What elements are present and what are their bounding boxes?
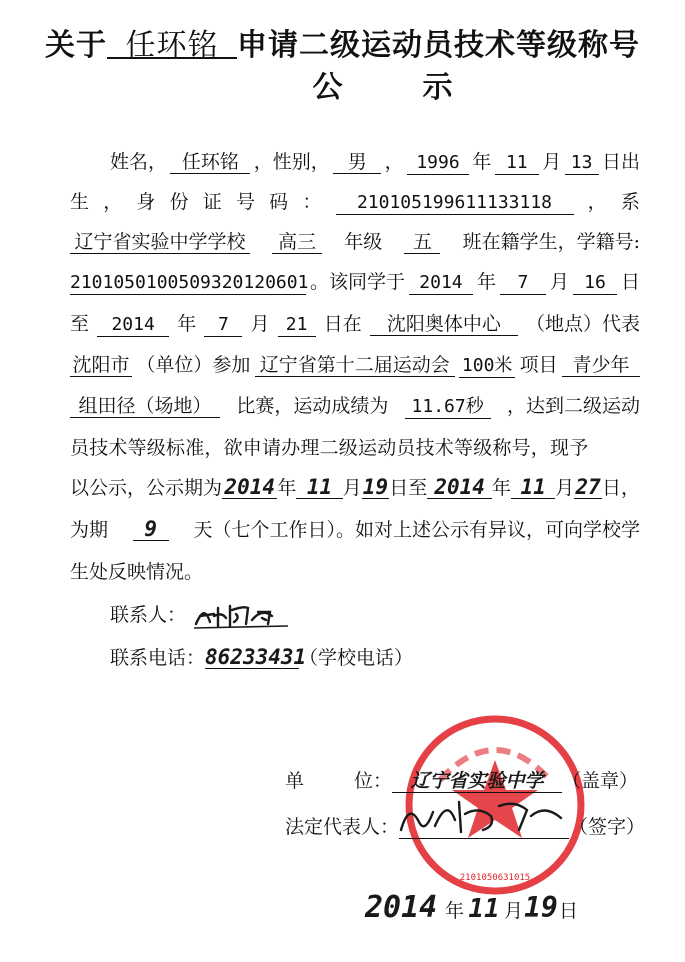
body-row-6 [70,353,640,378]
body-row-9 [70,476,640,500]
separator: ， [384,151,404,173]
unit-label-b: 位： [354,770,393,792]
contact-phone-row [110,646,530,670]
date-month: 11 [468,894,500,924]
birth-day: 13 [565,152,599,175]
body-row-7 [70,394,640,419]
event-item: 100米 [459,355,515,378]
match-text: 比赛，运动成绩为 [236,395,389,417]
body-row-2 [70,190,640,215]
pub-prefix: 以公示，公示期为 [70,477,223,499]
class-suffix: 班在籍学生，学籍号: [462,231,640,253]
comp-end-month: 7 [204,314,242,337]
year-char: 年 [177,313,197,335]
month-char: 月 [549,271,569,293]
year-char: 年 [445,900,465,922]
date-year: 2014 [365,890,438,925]
body-row-10 [70,518,640,542]
day-char: 日 [620,271,640,293]
gender-value: 男 [333,151,381,174]
year-char: 年 [277,477,297,499]
pub-end-year: 2014 [427,476,492,499]
contact-phone: 86233431 [205,645,307,669]
title-prefix: 关于 [45,28,107,63]
seal-number: 2101050631015 [459,873,531,883]
month-char: 月 [555,477,575,499]
footer-unit-row [285,766,638,793]
body-row-8: 员技术等级标准，欲申请办理二级运动员技术等级称号，现予 [70,437,589,459]
birth-year: 1996 [407,152,469,175]
contact-phone-label: 联系电话： [110,647,206,669]
pub-end-day: 27 [575,475,601,499]
venue: 沈阳奥体中心 [370,313,518,336]
reach-text: ，达到二级运动 [506,395,640,417]
year-char: 年 [472,151,492,173]
group-part-2: 组田径（场地） [70,395,220,418]
unit-value: 沈阳市 [70,354,132,377]
item-char: 项目 [519,354,558,376]
sign-note: （签字） [569,816,646,838]
rep-signature [395,792,570,838]
year-char: 年 [476,271,496,293]
unit-label-a: 单 [285,770,305,792]
footer-date [365,890,578,925]
month-char: 月 [504,900,524,922]
char: 身 [136,191,156,213]
contact-person-label: 联系人： [110,604,187,626]
seal-note: （盖章） [562,770,639,792]
pub-start-year: 2014 [222,476,277,499]
pub-start-month: 11 [296,476,342,499]
school-name: 辽宁省实验中学学校 [70,231,250,254]
at-char: 日在 [323,313,362,335]
comp-intro: 。该同学于 [309,271,405,293]
char: ： [302,191,322,213]
char: 证 [202,191,222,213]
day-char: 日 [559,900,579,922]
grade-value: 高三 [272,231,322,254]
class-value: 五 [404,231,440,254]
group-part-1: 青少年 [562,354,640,377]
period-suffix: 天（七个工作日）。如对上述公示有异议，可向学校学 [193,519,640,541]
event-name: 辽宁省第十二届运动会 [255,354,455,377]
char: 生 [70,191,90,213]
unit-note: （单位）参加 [136,354,251,376]
title-applicant-name: 任环铭 [107,35,237,59]
rep-label: 法定代表人： [285,816,400,838]
char: 系 [620,191,640,213]
year-char: 年 [491,477,511,499]
period-days: 9 [133,518,169,541]
char: 码 [269,191,289,213]
comp-start-month: 7 [500,272,546,295]
grade-char: 年级 [344,231,383,253]
pub-end-month: 11 [511,476,555,499]
contact-signature [192,602,292,630]
to-char: 至 [70,313,90,335]
score: 11.67秒 [405,396,491,419]
unit-handwritten: 辽宁省实验中学 [392,770,562,793]
pub-to: 日至 [389,477,428,499]
title-suffix: 申请二级运动员技术等级称号 [237,28,640,63]
birth-suffix: 日出 [601,151,640,173]
body-row-5 [70,312,640,337]
name-value: 任环铭 [170,151,250,174]
document-title [0,20,685,64]
contact-phone-note: （学校电话） [299,647,414,669]
student-id: 21010501005093201206​01 [70,272,309,293]
date-day: 19 [524,891,558,924]
char: ， [103,191,123,213]
comp-start-day: 16 [573,272,617,295]
char: 份 [169,191,189,213]
month-char: 月 [342,477,362,499]
period-prefix: 为期 [70,519,109,541]
comp-end-year: 2014 [97,314,169,337]
char: 号 [235,191,255,213]
name-label: 姓名， [110,151,168,173]
char: ， [587,191,607,213]
month-char: 月 [542,151,562,173]
body-row-3 [70,230,640,254]
comp-start-year: 2014 [409,272,473,295]
gender-label: ，性别， [253,151,330,173]
comp-end-day: 21 [278,314,316,337]
birth-month: 11 [495,152,539,175]
title-notice: 公示 [312,70,533,105]
pub-start-day: 19 [362,475,389,499]
body-row-1 [110,150,640,175]
pub-end-suffix: 日， [601,477,640,499]
id-number: 210105199611133118 [336,192,574,215]
month-char: 月 [250,313,270,335]
body-row-11: 生处反映情况。 [70,561,204,583]
body-row-4 [70,270,640,295]
contact-person-row [110,602,510,630]
place-note: （地点）代表 [525,313,640,335]
